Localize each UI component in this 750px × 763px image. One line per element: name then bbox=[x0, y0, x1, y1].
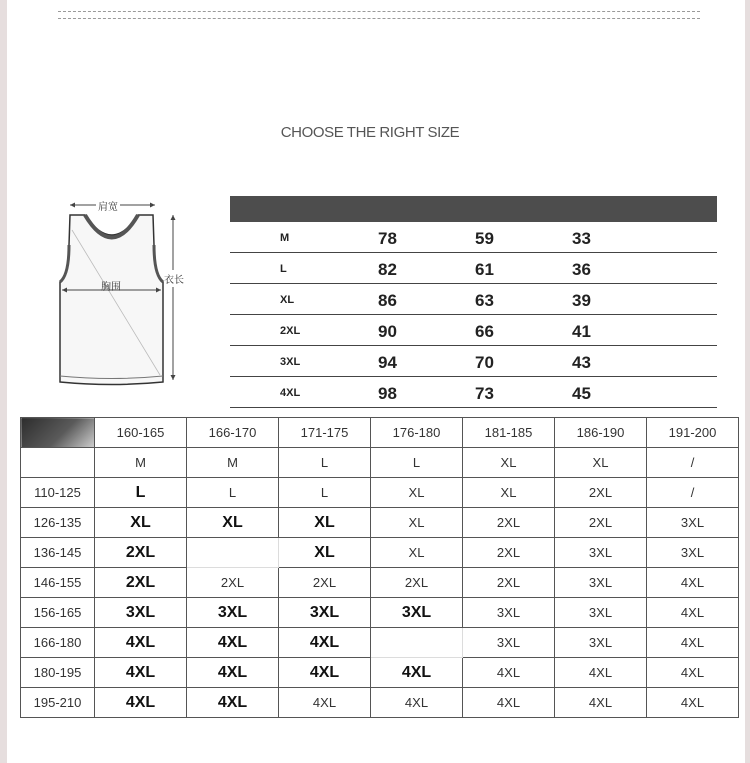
measurement-value: 66 bbox=[475, 322, 494, 341]
right-edge bbox=[745, 0, 750, 763]
size-cell: 4XL bbox=[371, 688, 463, 718]
size-cell: 2XL bbox=[463, 508, 555, 538]
page-title: CHOOSE THE RIGHT SIZE bbox=[280, 124, 460, 141]
size-cell: L bbox=[279, 478, 371, 508]
size-cell: XL bbox=[463, 478, 555, 508]
size-cell: XL bbox=[187, 508, 279, 538]
grid-row bbox=[21, 508, 739, 538]
size-cell: 3XL bbox=[647, 538, 739, 568]
measurement-row bbox=[230, 346, 717, 377]
size-cell: / bbox=[647, 478, 739, 508]
size-cell bbox=[187, 538, 279, 568]
left-edge bbox=[0, 0, 7, 763]
size-cell: 2XL bbox=[371, 568, 463, 598]
measurement-row bbox=[230, 284, 717, 315]
dashed-divider bbox=[58, 18, 700, 19]
size-cell: XL bbox=[279, 508, 371, 538]
size-cell: L bbox=[95, 478, 187, 508]
size-cell: 4XL bbox=[463, 688, 555, 718]
height-size-cell: L bbox=[279, 448, 371, 478]
size-cell: 3XL bbox=[463, 598, 555, 628]
weight-range-cell: 195-210 bbox=[21, 688, 95, 718]
measurement-value: 98 bbox=[378, 384, 397, 403]
height-size-cell: L bbox=[371, 448, 463, 478]
size-cell: 2XL bbox=[463, 568, 555, 598]
height-range-header: 176-180 bbox=[371, 418, 463, 448]
measurement-value: 33 bbox=[572, 229, 591, 248]
dashed-divider bbox=[58, 11, 700, 12]
measurement-value: 73 bbox=[475, 384, 494, 403]
size-cell: 2XL bbox=[555, 508, 647, 538]
size-cell: XL bbox=[371, 508, 463, 538]
height-range-header: 171-175 bbox=[279, 418, 371, 448]
size-cell: 3XL bbox=[555, 538, 647, 568]
measurement-value: 41 bbox=[572, 322, 591, 341]
length-label: 衣长 bbox=[164, 270, 184, 287]
size-cell: 2XL bbox=[555, 478, 647, 508]
measurement-value: 82 bbox=[378, 260, 397, 279]
size-cell: 2XL bbox=[279, 568, 371, 598]
measurement-value: 61 bbox=[475, 260, 494, 279]
grid-row bbox=[21, 538, 739, 568]
size-cell: 4XL bbox=[647, 658, 739, 688]
grid-row bbox=[21, 568, 739, 598]
height-size-cell: XL bbox=[555, 448, 647, 478]
size-cell: 2XL bbox=[187, 568, 279, 598]
grid-row bbox=[21, 658, 739, 688]
size-cell: 3XL bbox=[187, 598, 279, 628]
grid-header-row bbox=[21, 448, 739, 478]
weight-range-cell: 180-195 bbox=[21, 658, 95, 688]
measurement-value: 39 bbox=[572, 291, 591, 310]
size-cell: 3XL bbox=[647, 508, 739, 538]
size-cell: 3XL bbox=[371, 598, 463, 628]
size-cell: XL bbox=[95, 508, 187, 538]
grid-corner bbox=[21, 418, 95, 448]
grid-row bbox=[21, 598, 739, 628]
size-cell: 3XL bbox=[463, 628, 555, 658]
size-cell: 3XL bbox=[555, 628, 647, 658]
size-label: 2XL bbox=[280, 325, 301, 337]
weight-range-cell: 126-135 bbox=[21, 508, 95, 538]
measurement-value: 86 bbox=[378, 291, 397, 310]
size-cell: 3XL bbox=[95, 598, 187, 628]
height-range-header: 181-185 bbox=[463, 418, 555, 448]
size-cell: 2XL bbox=[95, 538, 187, 568]
measurement-value: 70 bbox=[475, 353, 494, 372]
size-cell: 4XL bbox=[187, 658, 279, 688]
size-cell: 4XL bbox=[279, 688, 371, 718]
size-label: XL bbox=[280, 294, 295, 306]
measurement-row bbox=[230, 222, 717, 253]
measurement-row bbox=[230, 315, 717, 346]
size-cell: 4XL bbox=[95, 628, 187, 658]
weight-range-cell: 156-165 bbox=[21, 598, 95, 628]
size-cell: 2XL bbox=[95, 568, 187, 598]
height-size-cell: M bbox=[95, 448, 187, 478]
size-cell: 4XL bbox=[279, 628, 371, 658]
measurement-value: 43 bbox=[572, 353, 591, 372]
measurement-row bbox=[230, 253, 717, 284]
measurement-value: 94 bbox=[378, 353, 397, 372]
size-cell: 4XL bbox=[647, 688, 739, 718]
size-label: L bbox=[280, 263, 287, 275]
size-recommendation-grid bbox=[20, 417, 739, 718]
size-cell: L bbox=[187, 478, 279, 508]
height-range-header: 160-165 bbox=[95, 418, 187, 448]
size-label: M bbox=[280, 232, 290, 244]
shoulder-label: 肩宽 bbox=[96, 198, 120, 213]
measurement-value: 78 bbox=[378, 229, 397, 248]
size-cell: 4XL bbox=[463, 658, 555, 688]
size-cell: 4XL bbox=[371, 658, 463, 688]
measurement-table-header bbox=[230, 196, 717, 222]
size-cell: 4XL bbox=[95, 688, 187, 718]
weight-range-cell: 136-145 bbox=[21, 538, 95, 568]
size-cell: 4XL bbox=[187, 628, 279, 658]
grid-corner-blank bbox=[21, 448, 95, 478]
grid-row bbox=[21, 478, 739, 508]
weight-range-cell: 110-125 bbox=[21, 478, 95, 508]
measurement-value: 59 bbox=[475, 229, 494, 248]
tank-top-diagram bbox=[40, 190, 200, 390]
measurement-value: 90 bbox=[378, 322, 397, 341]
size-cell: 4XL bbox=[647, 598, 739, 628]
weight-range-cell: 166-180 bbox=[21, 628, 95, 658]
height-range-header: 191-200 bbox=[647, 418, 739, 448]
size-cell: 4XL bbox=[555, 688, 647, 718]
measurement-table bbox=[230, 196, 717, 408]
chest-label: 胸围 bbox=[101, 282, 121, 293]
height-size-cell: M bbox=[187, 448, 279, 478]
size-cell: 3XL bbox=[555, 598, 647, 628]
grid-header-row bbox=[21, 418, 739, 448]
size-cell: 4XL bbox=[647, 628, 739, 658]
size-cell: XL bbox=[371, 478, 463, 508]
size-cell: XL bbox=[371, 538, 463, 568]
measurement-value: 36 bbox=[572, 260, 591, 279]
size-cell: 4XL bbox=[647, 568, 739, 598]
height-size-cell: / bbox=[647, 448, 739, 478]
size-cell: XL bbox=[279, 538, 371, 568]
size-cell bbox=[371, 628, 463, 658]
grid-row bbox=[21, 628, 739, 658]
size-cell: 3XL bbox=[555, 568, 647, 598]
size-cell: 4XL bbox=[187, 688, 279, 718]
size-cell: 4XL bbox=[279, 658, 371, 688]
size-cell: 3XL bbox=[279, 598, 371, 628]
grid-row bbox=[21, 688, 739, 718]
measurement-value: 63 bbox=[475, 291, 494, 310]
size-cell: 2XL bbox=[463, 538, 555, 568]
weight-range-cell: 146-155 bbox=[21, 568, 95, 598]
size-cell: 4XL bbox=[555, 658, 647, 688]
height-range-header: 166-170 bbox=[187, 418, 279, 448]
height-size-cell: XL bbox=[463, 448, 555, 478]
size-label: 3XL bbox=[280, 356, 301, 368]
measurement-value: 45 bbox=[572, 384, 591, 403]
size-label: 4XL bbox=[280, 387, 301, 399]
height-range-header: 186-190 bbox=[555, 418, 647, 448]
size-cell: 4XL bbox=[95, 658, 187, 688]
measurement-row bbox=[230, 377, 717, 408]
